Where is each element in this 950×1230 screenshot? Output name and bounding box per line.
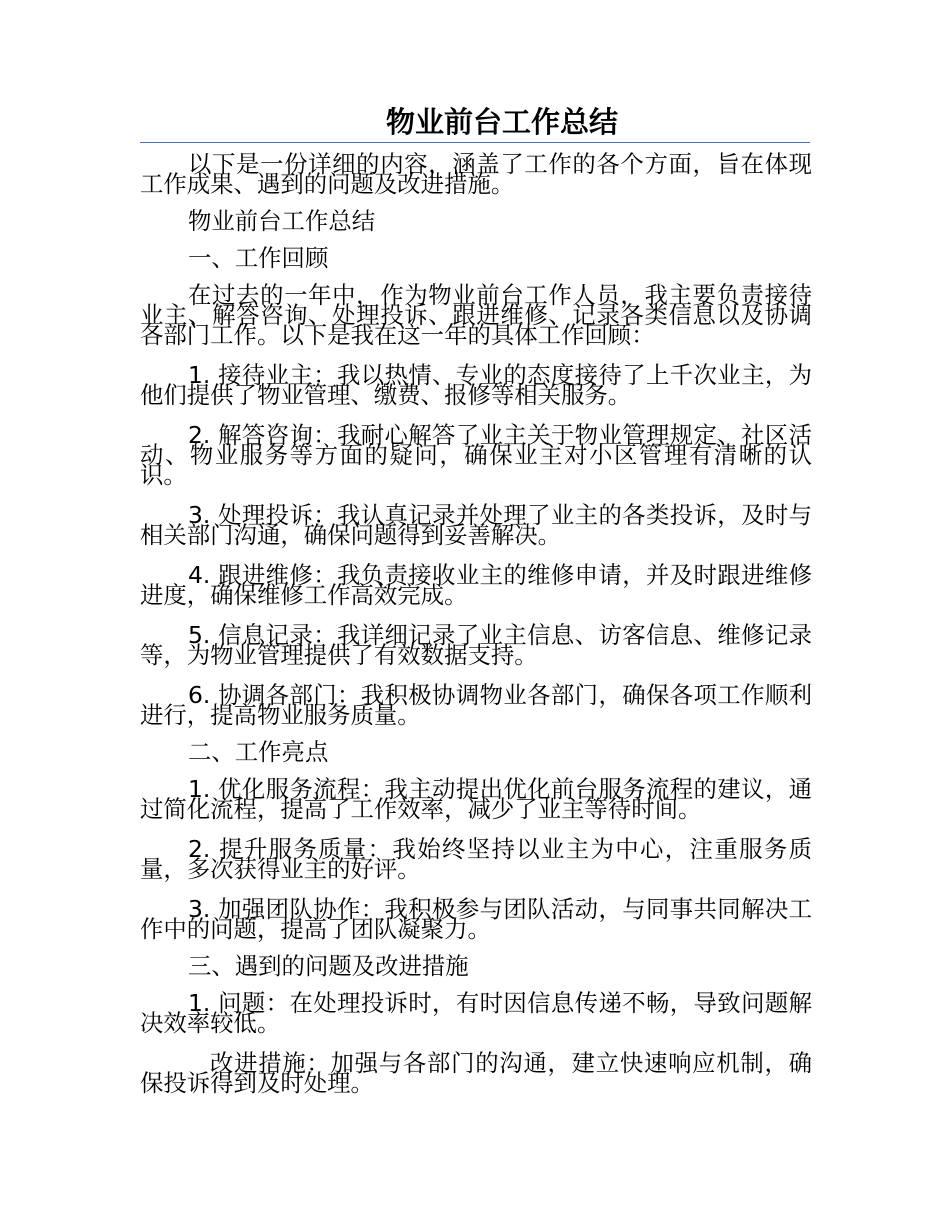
- list-item-consultation: 2. 解答咨询：我耐心解答了业主关于物业管理规定、社区活动、物业服务等方面的疑问，确保业主对小区管理有清晰的认识。: [140, 421, 812, 489]
- document-title: 物业前台工作总结: [385, 105, 618, 139]
- list-item-reception: 1. 接待业主：我以热情、专业的态度接待了上千次业主，为他们提供了物业管理、缴费、报修等相关服务。: [140, 361, 812, 409]
- paragraph-subtitle: 物业前台工作总结: [188, 207, 376, 235]
- title-block: [140, 104, 810, 143]
- list-item-repairs: 4. 跟进维修：我负责接收业主的维修申请，并及时跟进维修进度，确保维修工作高效完成。: [140, 561, 812, 609]
- list-item-optimize: 1. 优化服务流程：我主动提出优化前台服务流程的建议，通过简化流程，提高了工作效率，减少了业主等待时间。: [140, 775, 812, 823]
- list-item-quality: 2. 提升服务质量：我始终坚持以业主为中心，注重服务质量，多次获得业主的好评。: [140, 835, 812, 883]
- paragraph-intro: 以下是一份详细的内容，涵盖了工作的各个方面，旨在体现工作成果、遇到的问题及改进措施。: [140, 150, 812, 198]
- document-body: [140, 150, 812, 1097]
- list-item-coordination: 6. 协调各部门：我积极协调物业各部门，确保各项工作顺利进行，提高物业服务质量。: [140, 681, 812, 729]
- heading-section-2: 二、工作亮点: [188, 738, 329, 766]
- list-item-problem: 1. 问题：在处理投诉时，有时因信息传递不畅，导致问题解决效率较低。: [140, 989, 812, 1037]
- list-item-complaints: 3. 处理投诉：我认真记录并处理了业主的各类投诉，及时与相关部门沟通，确保问题得到妥善解决。: [140, 501, 812, 549]
- list-item-records: 5. 信息记录：我详细记录了业主信息、访客信息、维修记录等，为物业管理提供了有效数据支持。: [140, 621, 812, 669]
- paragraph-review: 在过去的一年中，作为物业前台工作人员，我主要负责接待业主、解答咨询、处理投诉、跟进维修、记录各类信息以及协调各部门工作。以下是我在这一年的具体工作回顾：: [140, 281, 812, 349]
- paragraph-improvement: 改进措施：加强与各部门的沟通，建立快速响应机制，确保投诉得到及时处理。: [140, 1049, 812, 1097]
- heading-section-3: 三、遇到的问题及改进措施: [188, 952, 469, 980]
- heading-section-1: 一、工作回顾: [188, 244, 329, 272]
- list-item-teamwork: 3. 加强团队协作：我积极参与团队活动，与同事共同解决工作中的问题，提高了团队凝聚力。: [140, 895, 812, 943]
